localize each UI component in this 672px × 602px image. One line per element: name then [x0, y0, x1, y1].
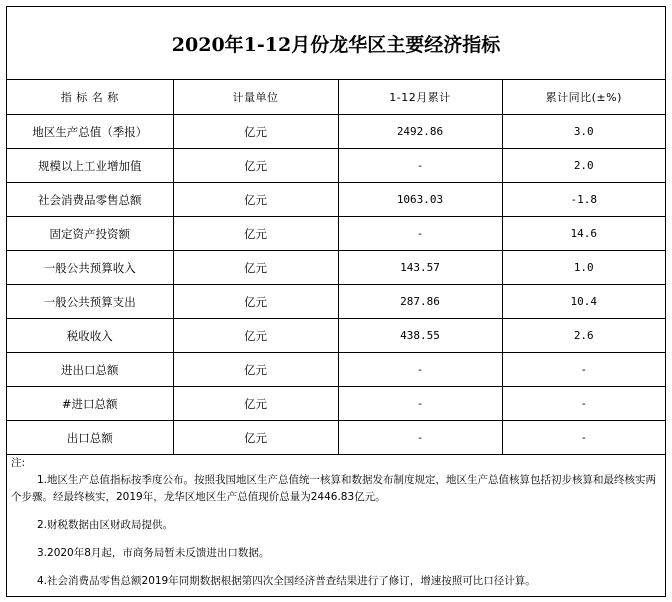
table-row — [7, 251, 665, 285]
row-cumulative: 438.55 — [338, 319, 502, 353]
row-yoy: 2.6 — [502, 319, 665, 353]
table-row — [7, 149, 665, 183]
row-yoy: - — [502, 421, 665, 455]
row-name: 地区生产总值（季报） — [7, 115, 173, 149]
indicator-table — [7, 80, 665, 455]
row-unit: 亿元 — [173, 217, 338, 251]
row-unit: 亿元 — [173, 353, 338, 387]
row-cumulative: 143.57 — [338, 251, 502, 285]
table-row — [7, 387, 665, 421]
row-cumulative: - — [338, 387, 502, 421]
row-unit: 亿元 — [173, 319, 338, 353]
row-cumulative: - — [338, 149, 502, 183]
row-cumulative: - — [338, 421, 502, 455]
row-name: 一般公共预算支出 — [7, 285, 173, 319]
row-unit: 亿元 — [173, 149, 338, 183]
note-item: 4.社会消费品零售总额2019年同期数据根据第四次全国经济普查结果进行了修订，增速按照可比口径计算。 — [37, 575, 536, 587]
row-name: 社会消费品零售总额 — [7, 183, 173, 217]
header-row — [7, 80, 665, 115]
row-yoy: 1.0 — [502, 251, 665, 285]
header-unit: 计量单位 — [173, 80, 338, 115]
table-row — [7, 319, 665, 353]
table-row — [7, 115, 665, 149]
table-row — [7, 183, 665, 217]
row-yoy: - — [502, 387, 665, 421]
row-cumulative: - — [338, 353, 502, 387]
row-yoy: -1.8 — [502, 183, 665, 217]
row-name: 进出口总额 — [7, 353, 173, 387]
header-cumulative: 1-12月累计 — [338, 80, 502, 115]
row-name: 规模以上工业增加值 — [7, 149, 173, 183]
table-row — [7, 285, 665, 319]
row-name: 一般公共预算收入 — [7, 251, 173, 285]
table-row — [7, 353, 665, 387]
row-name: #进口总额 — [7, 387, 173, 421]
row-yoy: 2.0 — [502, 149, 665, 183]
row-unit: 亿元 — [173, 251, 338, 285]
row-name: 税收收入 — [7, 319, 173, 353]
row-cumulative: - — [338, 217, 502, 251]
row-unit: 亿元 — [173, 115, 338, 149]
indicator-sheet — [6, 6, 666, 597]
row-yoy: 10.4 — [502, 285, 665, 319]
page-title: 2020年1-12月份龙华区主要经济指标 — [7, 7, 665, 80]
row-name: 出口总额 — [7, 421, 173, 455]
table-row — [7, 421, 665, 455]
row-cumulative: 287.86 — [338, 285, 502, 319]
row-name: 固定资产投资额 — [7, 217, 173, 251]
row-unit: 亿元 — [173, 387, 338, 421]
row-unit: 亿元 — [173, 183, 338, 217]
note-item: 3.2020年8月起，市商务局暂未反馈进出口数据。 — [37, 547, 270, 559]
row-unit: 亿元 — [173, 285, 338, 319]
note-item: 2.财税数据由区财政局提供。 — [37, 519, 174, 531]
table-row — [7, 217, 665, 251]
header-yoy: 累计同比(±%) — [502, 80, 665, 115]
notes-section — [7, 453, 665, 596]
row-yoy: - — [502, 353, 665, 387]
row-yoy: 14.6 — [502, 217, 665, 251]
row-cumulative: 1063.03 — [338, 183, 502, 217]
notes-label: 注: — [11, 457, 26, 469]
header-indicator: 指 标 名 称 — [7, 80, 173, 115]
row-unit: 亿元 — [173, 421, 338, 455]
row-yoy: 3.0 — [502, 115, 665, 149]
row-cumulative: 2492.86 — [338, 115, 502, 149]
note-item: 1.地区生产总值指标按季度公布。按照我国地区生产总值统一核算和数据发布制度规定，地区生产总值核算包括初步核算和最终核实两个步骤。经最终核实，2019年，龙华区地区生产总值现价总量为2446.83亿元。 — [11, 474, 657, 503]
